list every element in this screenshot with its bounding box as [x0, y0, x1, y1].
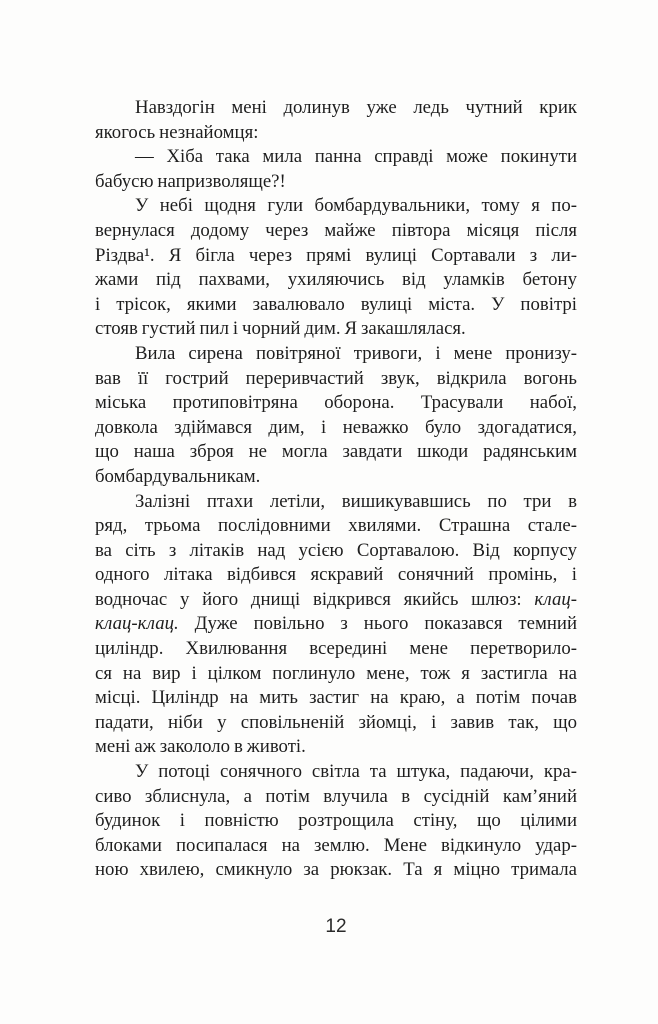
text-segment: міська протиповітряна оборона. Трасували набої, — [95, 392, 577, 414]
text-segment: ся на вир і цілком поглинуло мене, тож я застигла на — [95, 662, 577, 684]
paragraph — [95, 342, 577, 490]
text-line — [95, 268, 577, 293]
text-line — [95, 563, 577, 588]
text-segment: бабусю напризволяще?! — [95, 170, 286, 192]
text-line — [95, 662, 577, 687]
italic-text: клац- — [534, 588, 577, 610]
text-segment: блоками посипалася на землю. Мене відкинуло удар- — [95, 834, 577, 856]
text-segment: що наша зброя не могла завдати шкоди радянським — [95, 441, 577, 463]
text-line — [95, 145, 577, 170]
text-segment: і трісок, якими завалювало вулиці міста. У повітрі — [95, 293, 577, 315]
text-line — [95, 367, 577, 392]
text-line — [95, 735, 577, 760]
text-line — [95, 391, 577, 416]
text-segment: Вила сирена повітряної тривоги, і мене пронизу- — [135, 342, 577, 364]
text-segment: сиво зблиснула, а потім влучила в сусідній кам’яний — [95, 785, 577, 807]
text-line — [95, 834, 577, 859]
italic-text: клац-клац. — [95, 613, 179, 635]
text-segment: вав її гострий переривчастий звук, відкрила вогонь — [95, 367, 577, 389]
text-segment: стояв густий пил і чорний дим. Я закашлялася. — [95, 318, 466, 340]
text-segment: ряд, трьома послідовними хвилями. Страшна стале- — [95, 515, 577, 537]
text-segment: вернулася додому через майже півтора місяця після — [95, 219, 577, 241]
text-segment: У потоці сонячного світла та штука, падаючи, кра- — [135, 761, 577, 783]
text-segment: — Хіба така мила панна справді може покинути — [135, 146, 577, 168]
text-segment: будинок і повністю розтрощила стіну, що цілими — [95, 810, 577, 832]
text-line — [95, 760, 577, 785]
text-line — [95, 121, 577, 146]
text-segment: довкола здіймався дим, і неважко було здогадатися, — [95, 416, 577, 438]
text-line — [95, 293, 577, 318]
page-number: 12 — [325, 916, 347, 937]
text-segment: ва сіть з літаків над усією Сортавалою. Від корпусу — [95, 539, 577, 561]
text-line — [95, 440, 577, 465]
text-line — [95, 219, 577, 244]
text-segment: У небі щодня гули бомбардувальники, тому я по- — [135, 195, 577, 217]
text-line — [95, 588, 577, 613]
text-segment: Навздогін мені долинув уже ледь чутний крик — [135, 97, 577, 118]
text-segment: водночас у його днищі відкрився якийсь шлюз: — [95, 588, 535, 610]
paragraph — [95, 490, 577, 761]
page-text-block — [95, 96, 577, 883]
text-line — [95, 416, 577, 441]
text-line — [95, 686, 577, 711]
text-line — [95, 612, 577, 637]
text-segment: падати, ніби у сповільненій зйомці, і завив так, що — [95, 711, 577, 733]
text-segment: якогось незнайомця: — [95, 121, 259, 143]
text-line — [95, 637, 577, 662]
text-line — [95, 514, 577, 539]
paragraph — [95, 760, 577, 883]
paragraph — [95, 145, 577, 194]
text-line — [95, 858, 577, 883]
text-line — [95, 465, 577, 490]
text-line — [95, 711, 577, 736]
text-segment: мені аж закололо в животі. — [95, 736, 306, 758]
text-segment: одного літака відбився яскравий сонячний промінь, і — [95, 564, 577, 586]
text-line — [95, 342, 577, 367]
paragraph — [95, 96, 577, 145]
text-segment: ною хвилею, смикнуло за рюкзак. Та я міцно тримала — [95, 859, 577, 881]
text-line — [95, 785, 577, 810]
text-segment: Різдва¹. Я бігла через прямі вулиці Сортавали з ли- — [95, 244, 577, 266]
text-segment: циліндр. Хвилювання всередині мене перетворило- — [95, 638, 577, 660]
text-line — [95, 490, 577, 515]
text-segment: жами під пахвами, ухиляючись від уламків бетону — [95, 269, 577, 291]
text-line — [95, 96, 577, 121]
text-line — [95, 317, 577, 342]
text-segment: Дуже повільно з нього показався темний — [178, 613, 577, 635]
text-line — [95, 170, 577, 195]
text-line — [95, 539, 577, 564]
text-line — [95, 194, 577, 219]
text-segment: Залізні птахи летіли, вишикувавшись по три в — [135, 490, 577, 512]
paragraph — [95, 194, 577, 342]
text-segment: місці. Циліндр на мить застиг на краю, а потім почав — [95, 687, 577, 709]
text-line — [95, 244, 577, 269]
text-segment: бомбардувальникам. — [95, 465, 261, 487]
text-line — [95, 809, 577, 834]
